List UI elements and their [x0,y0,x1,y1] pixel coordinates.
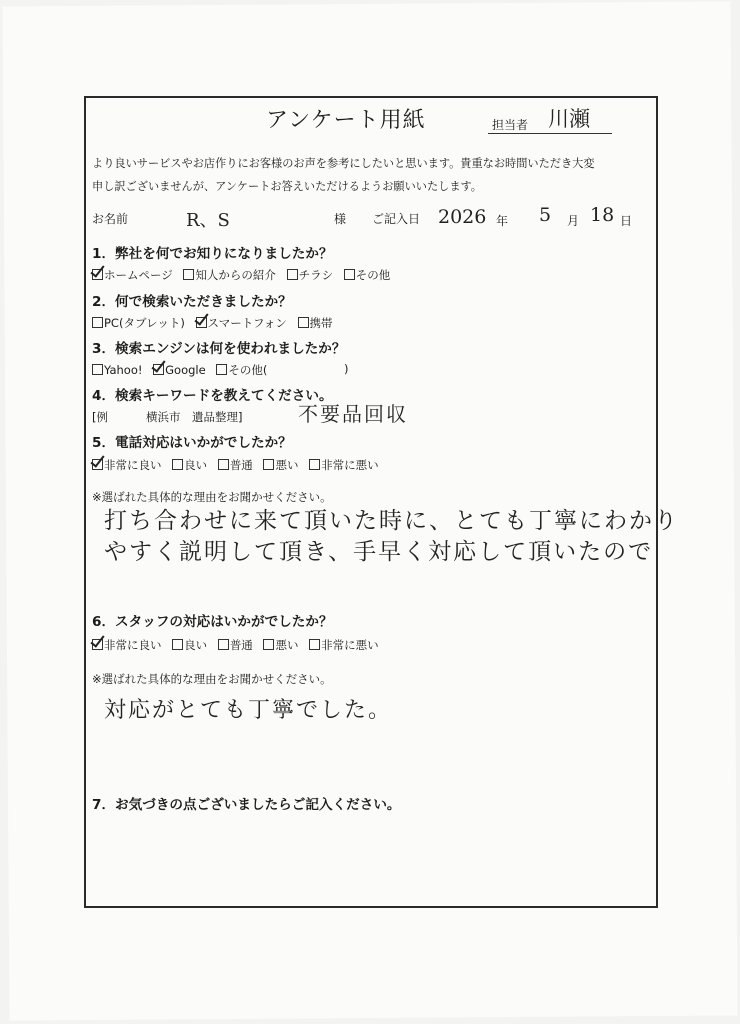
q1-option-flyer[interactable]: チラシ [287,268,334,282]
checkbox-icon[interactable] [216,364,227,375]
q5-reason-line2: やすく説明して頂き、手早く対応して頂いたので [104,539,654,565]
q6-option-bad[interactable]: 悪い [263,638,298,652]
day-unit: 日 [620,214,633,228]
staff-signature: 川瀬 [548,107,590,131]
checkbox-icon[interactable] [309,459,320,470]
q6-reason-prompt: ※選ばれた具体的な理由をお聞かせください。 [92,672,332,686]
q5-title: 5．電話対応はいかがでしたか？ [92,435,292,451]
q6-reason-line1: 対応がとても丁寧でした。 [104,698,393,723]
q2-option-mobile[interactable]: 携帯 [298,316,333,330]
q6-title: 6．スタッフの対応はいかがでしたか？ [92,614,333,630]
checkbox-icon[interactable] [218,639,229,650]
year-unit: 年 [496,214,509,228]
q6-option-very-bad[interactable]: 非常に悪い [309,638,379,652]
q3-option-yahoo[interactable]: Yahoo! [92,363,142,377]
q5-option-very-good[interactable]: 非常に良い [92,458,162,472]
q4-example-text: 横浜市 遺品整理] [146,410,243,424]
q2-option-smartphone[interactable]: スマートフォン [196,316,287,330]
q5-option-good[interactable]: 良い [172,458,207,472]
checkbox-checked-icon[interactable] [196,317,207,328]
q5-options [92,457,386,473]
q5-reason-line1: 打ち合わせに来て頂いた時に、とても丁寧にわかり [104,508,679,534]
q7-title: 7．お気づきの点ございましたらご記入ください。 [92,797,401,813]
form-title: アンケート用紙 [266,108,426,133]
checkbox-icon[interactable] [344,269,355,280]
q4-example-prefix: [例 [92,410,108,424]
date-label: ご記入日 [372,212,421,226]
q5-option-very-bad[interactable]: 非常に悪い [309,458,379,472]
q6-option-average[interactable]: 普通 [218,638,253,652]
checkbox-checked-icon[interactable] [92,639,103,650]
checkbox-icon[interactable] [183,269,194,280]
checkbox-icon[interactable] [172,639,183,650]
checkbox-icon[interactable] [309,639,320,650]
q5-reason-prompt: ※選ばれた具体的な理由をお聞かせください。 [92,490,332,504]
name-label: お名前 [92,212,129,226]
q2-options [92,315,340,331]
q1-options [92,267,397,283]
checkbox-icon[interactable] [298,317,309,328]
q6-option-very-good[interactable]: 非常に良い [92,638,162,652]
month-unit: 月 [567,214,580,228]
q1-option-homepage[interactable]: ホームページ [92,268,173,282]
q2-option-pc[interactable]: PC(タブレット) [92,316,185,330]
q6-options [92,637,386,653]
intro-text-line2: 申し訳ございませんが、アンケートお答えいただけるようお願いいたします。 [92,180,482,193]
checkbox-checked-icon[interactable] [153,364,164,375]
q4-title: 4．検索キーワードを教えてください。 [92,388,333,404]
name-value: R、S [186,210,230,231]
day-value: 18 [590,204,615,226]
checkbox-icon[interactable] [92,317,103,328]
q4-keyword-answer: 不要品回収 [298,402,408,426]
checkbox-checked-icon[interactable] [92,459,103,470]
checkbox-icon[interactable] [92,364,103,375]
q1-option-referral[interactable]: 知人からの紹介 [183,268,276,282]
year-value: 2026 [438,206,487,228]
q5-option-average[interactable]: 普通 [218,458,253,472]
checkbox-icon[interactable] [287,269,298,280]
month-value: 5 [539,204,552,226]
checkbox-icon[interactable] [263,639,274,650]
q5-option-bad[interactable]: 悪い [263,458,298,472]
checkbox-icon[interactable] [218,459,229,470]
q2-title: 2．何で検索いただきましたか？ [92,294,292,310]
honorific: 様 [334,212,347,226]
q1-title: 1．弊社を何でお知りになりましたか？ [92,246,333,262]
checkbox-checked-icon[interactable] [92,269,103,280]
q3-other-close-paren: ) [344,362,349,376]
checkbox-icon[interactable] [172,459,183,470]
staff-underline [488,133,612,134]
checkbox-icon[interactable] [263,459,274,470]
staff-label: 担当者 [492,118,529,132]
q3-title: 3．検索エンジンは何を使われましたか？ [92,341,346,357]
q3-option-other[interactable]: その他( [216,363,267,377]
q6-option-good[interactable]: 良い [172,638,207,652]
intro-text-line1: より良いサービスやお店作りにお客様のお声を参考にしたいと思います。貴重なお時間いただき大変 [92,157,595,170]
q1-option-other[interactable]: その他 [344,268,391,282]
q3-option-google[interactable]: Google [153,363,206,377]
q3-options [92,362,274,378]
